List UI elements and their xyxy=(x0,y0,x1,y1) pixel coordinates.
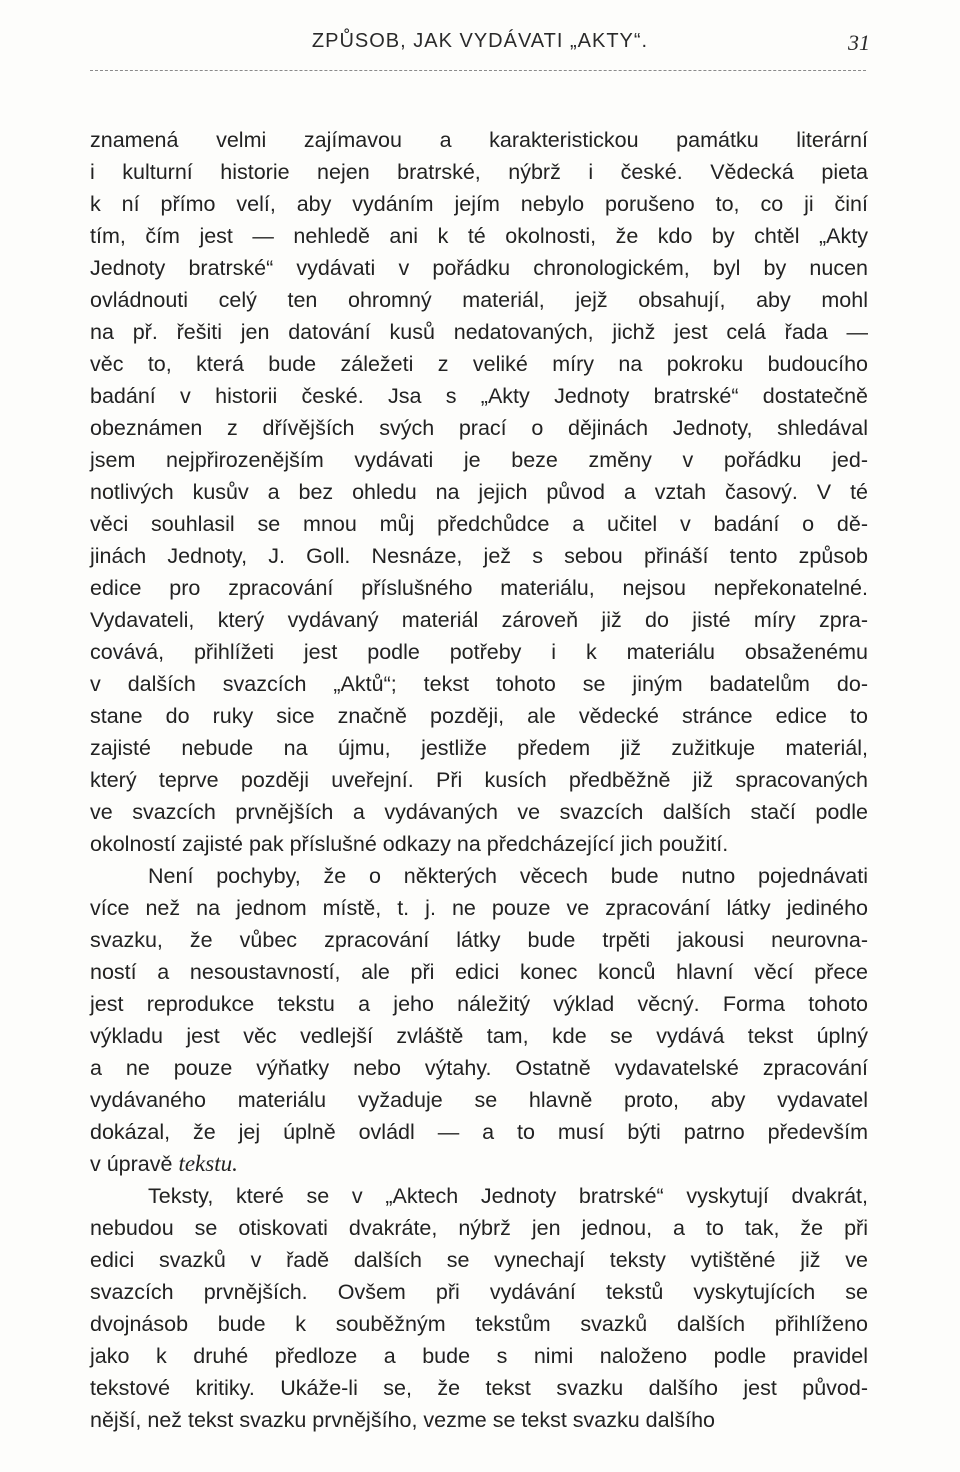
text-line: dvojnásob bude k souběžným tekstům svazků dalších přihlíženo xyxy=(90,1312,868,1336)
text-line: více než na jednom místě, t. j. ne pouze ve zpracování látky jediného xyxy=(90,896,868,920)
text-line: jinách Jednoty, J. Goll. Nesnáze, jež s sebou přináší tento způsob xyxy=(90,544,868,568)
text-line: Teksty, které se v „Aktech Jednoty bratrské“ vyskytují dvakrát, xyxy=(148,1184,868,1208)
text-line xyxy=(90,1148,868,1180)
page-number: 31 xyxy=(848,30,870,55)
text-line: výkladu jest věc vedlejší zvláště tam, kde se vydává tekst úplný xyxy=(90,1024,868,1048)
text-line: stane do ruky sice značně později, ale vědecké stránce edice to xyxy=(90,704,868,728)
text-line: tím, čím jest — nehledě ani k té okolnosti, že kdo by chtěl „Akty xyxy=(90,224,868,248)
text-line: ností a nesoustavností, ale při edici konec konců hlavní věcí přece xyxy=(90,960,868,984)
header-rule xyxy=(90,70,866,71)
running-head xyxy=(90,30,870,64)
text-line: edice pro zpracování příslušného materiálu, nejsou nepřekonatelné. xyxy=(90,576,868,600)
text-line: jsem nejpřirozenějším vydávati je beze změny v pořádku jed- xyxy=(90,448,868,472)
text-line: svazku, že vůbec zpracování látky bude trpěti jakousi neurovna- xyxy=(90,928,868,952)
text-line: notlivých kusův a bez ohledu na jejich původ a vztah časový. V té xyxy=(90,480,868,504)
text-line: obeznámen z dřívějších svých prací o dějinách Jednoty, shledával xyxy=(90,416,868,440)
text-line: svazcích prvnějších. Ovšem při vydávání tekstů vyskytujících se xyxy=(90,1280,868,1304)
text-line: okolností zajisté pak příslušné odkazy na předcházející jich použití. xyxy=(90,832,729,856)
paragraph-2 xyxy=(90,860,868,1180)
text-line: v dalších svazcích „Aktů“; tekst tohoto se jiným badatelům do- xyxy=(90,672,868,696)
text-line: edici svazků v řadě dalších se vynechají teksty vytištěné již ve xyxy=(90,1248,868,1272)
italic-word: tekstu. xyxy=(178,1151,238,1176)
text-line: nější, než tekst svazku prvnějšího, vezme se tekst svazku dalšího xyxy=(90,1408,715,1432)
text-line: Není pochyby, že o některých věcech bude nutno pojednávati xyxy=(148,864,868,888)
text-line: covává, přihlížeti jest podle potřeby i k materiálu obsaženému xyxy=(90,640,868,664)
text-line: zajisté nebude na újmu, jestliže předem již zužitkuje materiál, xyxy=(90,736,868,760)
text-line: na př. řešiti jen datování kusů nedatovaných, jichž jest celá řada — xyxy=(90,320,868,344)
text-line: jest reprodukce tekstu a jeho náležitý výklad věcný. Forma tohoto xyxy=(90,992,868,1016)
text-line: ve svazcích prvnějších a vydávaných ve svazcích dalších stačí podle xyxy=(90,800,868,824)
text-line: badání v historii české. Jsa s „Akty Jednoty bratrské“ dostatečně xyxy=(90,384,868,408)
text-line: dokázal, že jej úplně ovládl — a to musí býti patrno především xyxy=(90,1120,868,1144)
text-line: věc to, která bude záležeti z veliké míry na pokroku budoucího xyxy=(90,352,868,376)
text-line: Jednoty bratrské“ vydávati v pořádku chronologickém, byl by nucen xyxy=(90,256,868,280)
text-line: k ní přímo velí, aby vydáním jejím nebylo porušeno to, co ji činí xyxy=(90,192,868,216)
text-line: Vydavateli, který vydávaný materiál zároveň již do jisté míry zpra- xyxy=(90,608,868,632)
text-line: ovládnouti celý ten ohromný materiál, jejž obsahují, aby mohl xyxy=(90,288,868,312)
paragraph-1 xyxy=(90,124,868,860)
text-line: věci souhlasil se mnou můj předchůdce a učitel v badání o dě- xyxy=(90,512,868,536)
text-line: nebudou se otiskovati dvakráte, nýbrž jen jednou, a to tak, že při xyxy=(90,1216,868,1240)
text-line: a ne pouze výňatky nebo výtahy. Ostatně vydavatelské zpracování xyxy=(90,1056,868,1080)
text-line: vydávaného materiálu vyžaduje se hlavně proto, aby vydavatel xyxy=(90,1088,868,1112)
text-line: i kulturní historie nejen bratrské, nýbrž i české. Vědecká pieta xyxy=(90,160,868,184)
paragraph-3 xyxy=(90,1180,868,1436)
text-line-fragment: v úpravě xyxy=(90,1152,173,1176)
body-text xyxy=(90,124,868,1436)
text-line: znamená velmi zajímavou a karakteristickou památku literární xyxy=(90,128,868,152)
text-line: který teprve později uveřejní. Při kusích předběžně již spracovaných xyxy=(90,768,868,792)
text-line: jako k druhé předloze a bude s nimi naloženo podle pravidel xyxy=(90,1344,868,1368)
text-line: tekstové kritiky. Ukáže-li se, že tekst svazku dalšího jest původ- xyxy=(90,1376,868,1400)
running-title: ZPŮSOB, JAK VYDÁVATI „AKTY“. xyxy=(311,30,649,52)
